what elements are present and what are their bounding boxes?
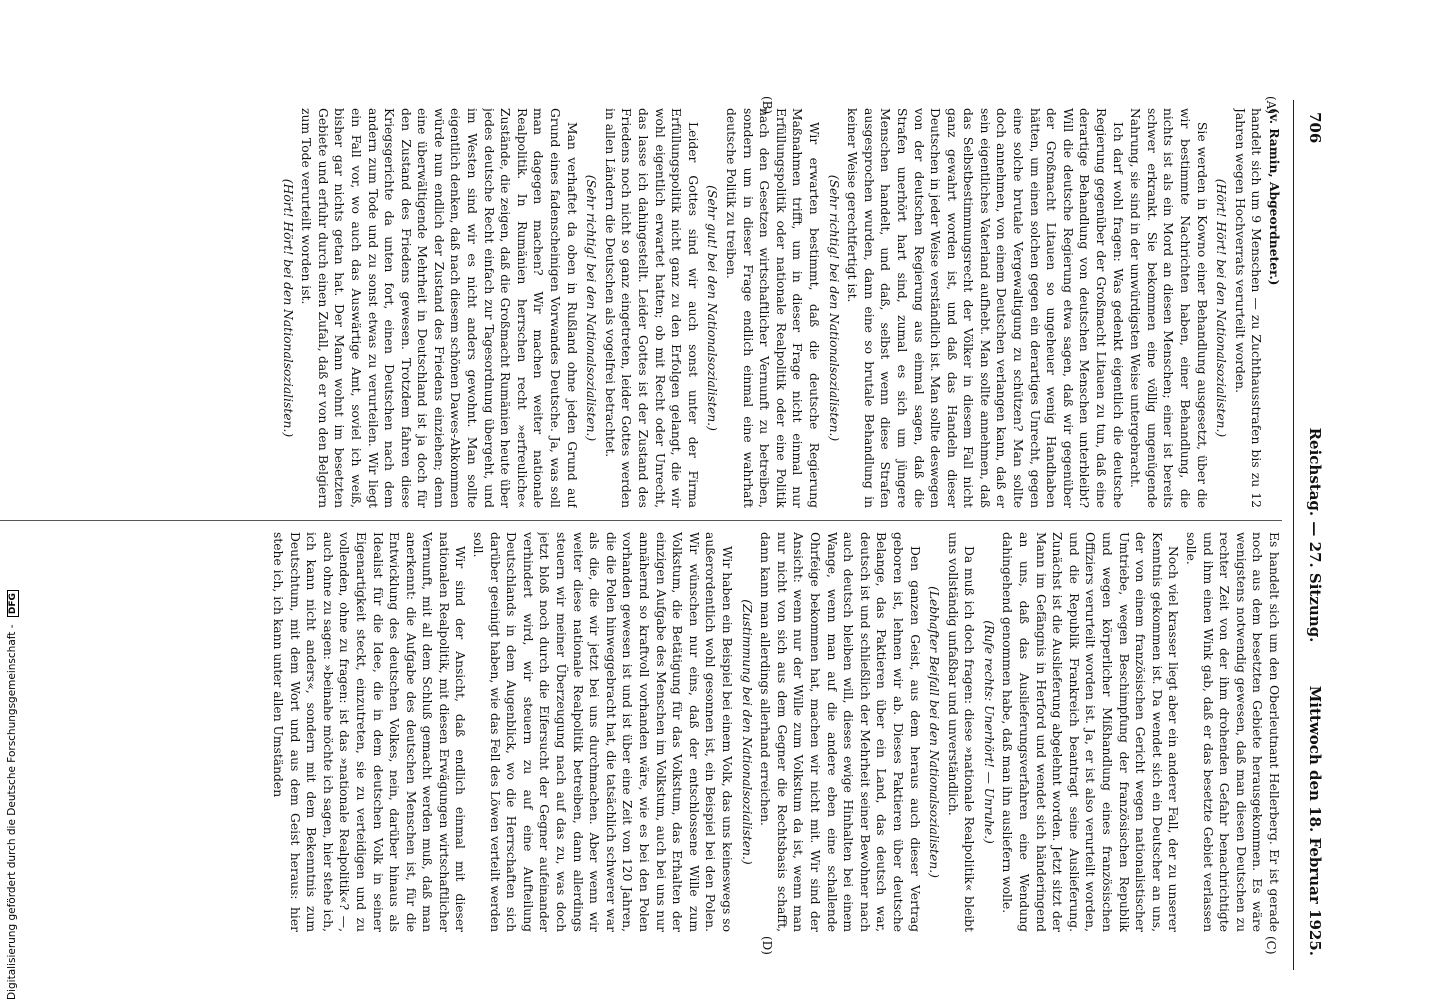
session-date: Mittwoch den 18. Februar 1925. [1306,685,1324,956]
paragraph: Sie werden in Kowno einer Behandlung ausgesetzt, über die wir bestimmte Nachrichten haben, einer Behandlung, die nichts ist als ein Mord an diesen Menschen; einer ist bereits schwer erkrankt. Sie bekommen eine völlig ungenügende Nahrung, sie sind in der unwürdigsten Weise untergebracht. [1128,108,1209,508]
interjection: (Hört! Hört! bei den Nationalsozialisten.) [280,178,295,438]
right-column [0,532,1282,932]
interjection: (Sehr gut! bei den Nationalsozialisten.) [705,185,720,431]
margin-marker-a: (A) [1264,96,1278,115]
paragraph: Den ganzen Geist, aus dem heraus auch dieser Vertrag geboren ist, lehnen wir ab. Dieses Paktieren über deutsche Belange, das Paktieren über ein Land, das deutsch war, deutsch ist und schließlich der Mehrheit seiner Bewohner nach auch deutsch bleiben will, dieses ewige Hinhalten bei einem Wange, wenn man auf die andere eben eine schallende Ohrfeige bekommen hat, machen wir nicht mit. Wir sind der Ansicht: wenn nur der Wille zum Volkstum da ist, wenn man nur nicht von sich aus dem Gegner die Rechtsbasis schafft, dann kann man allerdings allerhand erreichen. [758,532,922,932]
paragraph: Da muß ich doch fragen: diese »nationale Realpolitik« bleibt uns vollständig unfaßbar und unverständlich. [945,532,977,932]
interjection: (Lebhafter Beifall bei den Nationalsozialisten.) [927,586,942,878]
interjection: (Hört! Hört! bei den Nationalsozialisten.) [1214,178,1229,438]
paragraph: Man verhaftet da oben in Rußland ohne jeden Grund auf Grund eines fadenscheinigen Vorwandes Deutsche. Ja, was soll man dagegen machen? Wir machen weiter nationale Realpolitik. In Rumänien herrschen recht »erfreuliche« Zustände, die zeigen, daß die Großmacht Rumänien heute über jedes deutsche Recht einfach zur Tagesordnung übergeht, und im Westen sind wir es nicht anders gewohnt. Man sollte eigentlich denken, daß nach diesem schönen Dawes-Abkommen würde nun endlich der Zustand des Friedens einziehen; denn eine überwältigende Mehrheit in Deutschland ist ja doch für den Zustand des Friedens gewesen. Trotzdem fahren diese Kriegsgerichte da unten fort, einen Deutschen nach dem andern zum Tode und zu sonst etwas zu verurteilen. Wir liegt ein Fall vor, wo auch das Auswärtige Amt, soviel ich weiß, bisher gar nichts getan hat. Der Mann wohnt im besetzten Gebiete und erfuhr durch einen Zufall, daß er von den Belgiern zum Tode verurteilt worden ist. [299,108,579,508]
page-number: 706 [1306,112,1324,144]
digitization-credit-text: Digitalisierung gefördert durch die Deutsche Forschungsgemeinschaft - [6,624,18,1000]
margin-marker-c: (C) [1264,936,1278,955]
dfg-logo: DFG [7,590,19,617]
paragraph: Noch viel krasser liegt aber ein anderer Fall, der zu unserer Kenntnis gekommen ist. Da wendet sich ein Deutscher an uns, der von einem französischen Gericht wegen nationalistischer Umtriebe, wegen Beschimpfung der französischen Republik und wegen körperlicher Mißhandlung eines französischen Offiziers verurteilt worden ist. Ja, er ist also verurteilt worden, und die Republik Frankreich beantragt seine Auslieferung. Zunächst ist die Auslieferung abgelehnt worden. Jetzt sitzt der Mann im Gefängnis in Herford und wendet sich händeringend an uns, daß das Auslieferungsverfahren eine Wendung dahingehend genommen habe, daß man ihn ausliefern wolle. [1000,532,1181,932]
document-page [0,96,1334,970]
paragraph: Ich darf wohl fragen: Was gedenkt eigentlich die deutsche Regierung gegenüber der Großmacht Litauen zu tun, daß eine derartige Behandlung von deutschen Menschen unterbleibt? Will die deutsche Regierung etwa sagen, daß wir gegenüber der Großmacht Litauen so ungeheuer wenig Handhaben hätten, um einen solchen gegen ein derartiges Unrecht, gegen eine solche brutale Vergewaltigung zu schützen? Man sollte doch annehmen, von einem Deutschen verlangen kann, daß er sein eigentliches Vaterland aufhebt. Man sollte annehmen, daß das Selbstbestimmungsrecht der Völker in diesem Fall nicht ganz gewahrt worden ist, und daß das Handeln dieser Deutschen in jeder Weise verständlich ist. Man sollte deswegen von der deutschen Regierung aus einmal sagen, daß die Strafen unerhört hart sind, zumal es sich um jüngere Menschen handelt, und daß, selbst wenn diese Strafen ausgesprochen wurden, dann eine so brutale Behandlung in keiner Weise gerechtfertigt ist. [845,108,1125,508]
speaker-name: (v. Ramin, Abgeordneter.) [1267,108,1282,286]
page-header [1293,100,1334,970]
interjection: (Sehr richtig! bei den Nationalsozialisten.) [826,174,841,442]
interjection: (Zustimmung bei den Nationalsozialisten.) [739,599,754,865]
margin-marker-b: (B) [760,96,774,115]
paragraph: Es handelt sich um den Oberleutnant Hellerberg. Er ist gerade noch aus dem besetzten Gebiete herausgekommen. Es wäre wenigstens notwendig gewesen, daß man diesen Deutschen zu rechter Zeit von der ihm drohenden Gefahr benachrichtigte und ihm einen Wink gab, daß er das besetzte Gebiet verlassen solle. [1184,532,1281,932]
left-column [0,108,1282,508]
interjection: (Sehr richtig! bei den Nationalsozialisten.) [584,174,599,442]
paragraph: Leider Gottes sind wir auch sonst unter der Firma Erfüllungspolitik nicht ganz zu den Erfolgen gelangt, die wir wohl eigentlich erwartet hatten; ob mit Recht oder Unrecht, das lasse ich dahingestellt. Leider Gottes ist der Zustand des Friedens noch nicht so ganz eingetreten, leider Gottes werden in allen Ländern die Deutschen als vogelfrei betrachtet. [602,108,700,508]
paragraph: handelt sich um 9 Menschen — zu Zuchthausstrafen bis zu 12 Jahren wegen Hochverrats verurteilt worden. [1232,108,1264,508]
paragraph: Wir erwarten bestimmt, daß die deutsche Regierung Maßnahmen trifft, um in dieser Frage nicht einmal nur Erfüllungspolitik oder nationale Realpolitik oder eine Politik nach den Gesetzen wirtschaftlicher Vernunft zu betreiben, sondern um in dieser Frage endlich einmal eine wahrhaft deutsche Politik zu treiben. [724,108,821,508]
page-title: Reichstag. — 27. Sitzung. [1306,427,1324,643]
paragraph: Wir sind der Ansicht, daß endlich einmal mit dieser nationalen Realpolitik, mit diesen Erwägungen wirtschaftlicher Vernunft, mit all dem Schluß gemacht werden muß, daß man anerkennt: die Aufgabe des deutschen Menschen ist, für die Entwicklung des deutschen Volkes, nein, darüber hinaus als Idealist für die Idee, die in dem deutschen Volk in seiner Eigenartigkeit steckt, einzutreten, sie zu verteidigen und zu vollenden, ohne zu fragen: ist das »nationale Realpolitik«? —, auch ohne zu sagen: »beinahe möchte ich sagen, hier stehe ich, ich kann nicht anders«, sondern mit dem Bekenntnis zum Deutschtum, mit dem Wort und aus dem Geist heraus: hier stehe ich, ich kann unter allen Umständen [270,532,468,932]
margin-marker-d: (D) [760,936,774,955]
column-divider [0,520,1282,521]
paragraph: Wir haben ein Beispiel bei einem Volk, das uns keineswegs so außerordentlich wohl gesonnen ist, ein Beispiel bei den Polen. Wir wünschen nur eins, daß der entschlossene Wille zum Volkstum, die Betätigung für das Volkstum, das Erhalten der einzigen Aufgabe des Menschen im Volkstum, auch bei uns nur annähernd so kraftvoll vorhanden wäre, wie es bei den Polen vorhanden gewesen ist und ist über eine Zeit von 120 Jahren, die die Polen hinweggebracht hat, die tatsächlich schwerer war als die, die wir jetzt bei uns durchmachen. Aber wenn wir weiter diese nationale Realpolitik betreiben, dann allerdings steuern wir meiner Überzeugung nach auf das zu, was doch jetzt bloß noch durch die Eifersucht der Gegner aufeinander verhindert wird, wir steuern zu auf eine Aufteilung Deutschlands in dem Augenblick, wo die Herrschaften sich darüber geeinigt haben, wie das Fell des Löwen verteilt werden soll. [471,532,734,932]
interjection: (Rufe rechts: Unerhört! — Unruhe.) [981,620,996,844]
